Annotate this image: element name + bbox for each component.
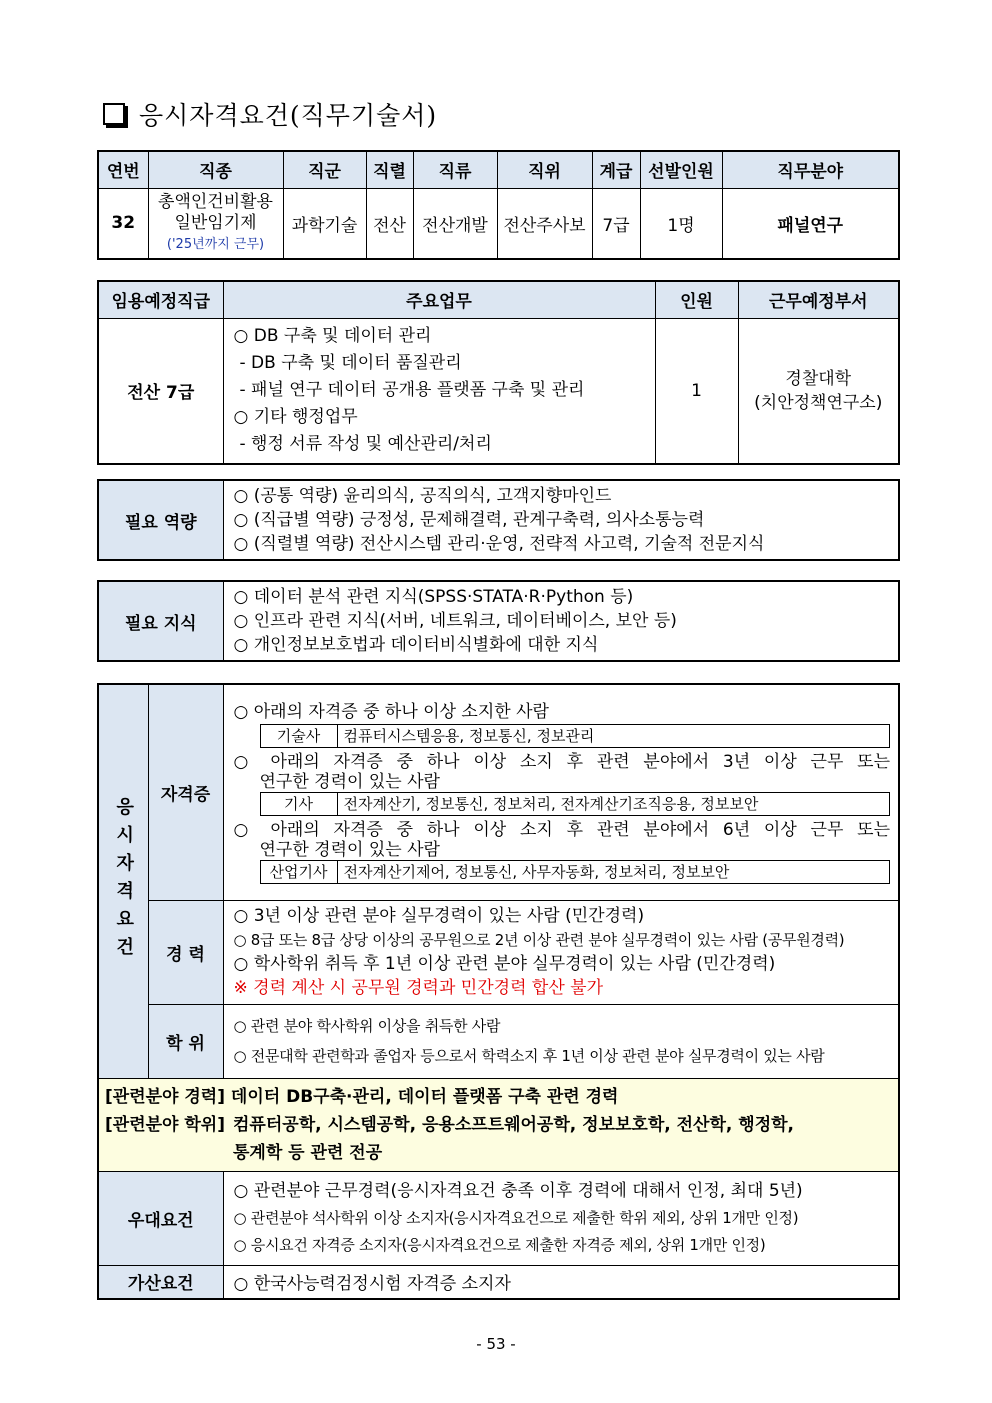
career-note: ※ 경력 계산 시 공무원 경력과 민간경력 합산 불가 [233, 978, 603, 998]
cert-sub-key: 산업기사 [261, 861, 338, 883]
side-text: 응시자격요건 [113, 797, 135, 966]
duty-item: - 행정 서류 작성 및 예산관리/처리 [239, 434, 492, 455]
jobtype-note: ('25년까지 근무) [166, 236, 265, 252]
career-item: ○ 학사학위 취득 후 1년 이상 관련 분야 실무경력이 있는 사람 (민간경력) [233, 954, 776, 974]
competency-table [97, 479, 900, 561]
preference-item: ○ 응시요건 자격증 소지자(응시자격요건으로 제출한 자격증 제외, 상위 1개만 인정) [233, 1235, 766, 1254]
related-career [105, 1083, 892, 1111]
cert-sub-key: 기사 [261, 793, 338, 815]
related-career-key: [관련분야 경력] [105, 1086, 225, 1107]
row-category: 전산개발 [413, 188, 497, 259]
cert-item-text: ○ 아래의 자격증 중 하나 이상 소지 후 관련 분야에서 3년 이상 근무 또는 [233, 752, 890, 773]
cert-sub-value: 전자계산기, 정보통신, 정보처리, 전자계산기조직응용, 정보보안 [343, 795, 759, 814]
duty-item: ○ DB 구축 및 데이터 관리 [233, 326, 432, 347]
cert-item [234, 752, 895, 773]
competency-item: ○ (공통 역량) 윤리의식, 공직의식, 고객지향마인드 [233, 486, 612, 506]
dept-line2: (치안정책연구소) [754, 392, 883, 413]
position-table [97, 150, 900, 260]
people-value: 1 [655, 318, 738, 464]
related-degree-line1: 컴퓨터공학, 시스템공학, 응용소프트웨어공학, 정보보호학, 전산학, 행정학, [233, 1114, 794, 1135]
jobtype-line2: 일반임기제 [174, 212, 257, 233]
cert-sub-value: 컴퓨터시스템응용, 정보통신, 정보관리 [343, 727, 595, 746]
duties-list [223, 318, 655, 464]
related-degree-value [233, 1111, 794, 1167]
career-item: ○ 3년 이상 관련 분야 실무경력이 있는 사람 (민간경력) [233, 906, 645, 926]
header-people: 인원 [655, 281, 738, 318]
preference-cell [223, 1171, 899, 1265]
related-field-cell [98, 1078, 899, 1171]
competency-item: ○ (직급별 역량) 긍정성, 문제해결력, 관계구축력, 의사소통능력 [233, 510, 705, 530]
knowledge-table [97, 580, 900, 662]
competency-label: 필요 역량 [98, 480, 223, 560]
duty-item: - 패널 연구 데이터 공개용 플랫폼 구축 및 관리 [239, 380, 585, 401]
dept-line1: 경찰대학 [785, 368, 852, 389]
career-cell [223, 900, 899, 1004]
cert-subtable [260, 860, 891, 884]
degree-cell [223, 1004, 899, 1078]
cert-item [234, 820, 895, 841]
jobtype-line1: 총액인건비활용 [158, 191, 273, 212]
checkbox-square-icon [103, 103, 125, 125]
page-title [103, 96, 437, 132]
row-jobtype [148, 188, 283, 259]
header-count: 선발인원 [640, 151, 722, 188]
header-dept: 근무예정부서 [738, 281, 899, 318]
degree-item: ○ 관련 분야 학사학위 이상을 취득한 사람 [233, 1017, 501, 1035]
header-rank: 임용예정직급 [98, 281, 223, 318]
row-no: 32 [98, 188, 148, 259]
cert-label: 자격증 [148, 684, 223, 900]
header-no: 연번 [98, 151, 148, 188]
cert-cell [223, 684, 899, 900]
dept-value [738, 318, 899, 464]
requirement-side-label [98, 684, 148, 1078]
header-duties: 주요업무 [223, 281, 655, 318]
career-item: ○ 8급 또는 8급 상당 이상의 공무원으로 2년 이상 관련 분야 실무경력이 있는 사람 (공무원경력) [233, 931, 845, 949]
cert-item-cont: 연구한 경력이 있는 사람 [259, 772, 440, 793]
header-jobtype: 직종 [148, 151, 283, 188]
related-degree-line2: 통계학 등 관련 전공 [233, 1142, 383, 1163]
preference-label: 우대요건 [98, 1171, 223, 1265]
duty-item: - DB 구축 및 데이터 품질관리 [239, 353, 462, 374]
cert-item-cont: 연구한 경력이 있는 사람 [259, 840, 440, 861]
duty-table [97, 280, 900, 465]
header-group: 직군 [283, 151, 366, 188]
knowledge-list [223, 581, 899, 661]
knowledge-item: ○ 개인정보보호법과 데이터비식별화에 대한 지식 [233, 635, 599, 655]
page-title-text: 응시자격요건(직무기술서) [139, 101, 438, 130]
row-field: 패널연구 [722, 188, 899, 259]
career-label: 경 력 [148, 900, 223, 1004]
page-number: - 53 - [476, 1335, 516, 1353]
header-category: 직류 [413, 151, 497, 188]
competency-item: ○ (직렬별 역량) 전산시스템 관리·운영, 전략적 사고력, 기술적 전문지식 [233, 534, 765, 554]
row-count: 1명 [640, 188, 722, 259]
related-career-value: 데이터 DB구축·관리, 데이터 플랫폼 구축 관련 경력 [230, 1086, 619, 1107]
knowledge-item: ○ 인프라 관련 지식(서버, 네트워크, 데이터베이스, 보안 등) [233, 611, 677, 631]
requirement-table [97, 683, 900, 1300]
row-series: 전산 [366, 188, 413, 259]
cert-subtable [260, 724, 891, 748]
knowledge-item: ○ 데이터 분석 관련 지식(SPSS·STATA·R·Python 등) [233, 587, 634, 607]
row-group: 과학기술 [283, 188, 366, 259]
cert-subtable [260, 792, 891, 816]
related-degree-key: [관련분야 학위] [105, 1114, 225, 1135]
bonus-label: 가산요건 [98, 1265, 223, 1299]
header-grade: 계급 [592, 151, 640, 188]
related-degree [105, 1111, 892, 1167]
header-field: 직무분야 [722, 151, 899, 188]
knowledge-label: 필요 지식 [98, 581, 223, 661]
rank-value: 전산 7급 [98, 318, 223, 464]
bonus-value: ○ 한국사능력검정시험 자격증 소지자 [223, 1265, 899, 1299]
row-grade: 7급 [592, 188, 640, 259]
degree-item: ○ 전문대학 관련학과 졸업자 등으로서 학력소지 후 1년 이상 관련 분야 실무경력이 있는 사람 [233, 1047, 825, 1065]
preference-item: ○ 관련분야 근무경력(응시자격요건 충족 이후 경력에 대해서 인정, 최대 5년) [233, 1180, 803, 1201]
cert-sub-key: 기술사 [261, 725, 338, 747]
header-series: 직렬 [366, 151, 413, 188]
row-position: 전산주사보 [497, 188, 592, 259]
duty-item: ○ 기타 행정업무 [233, 407, 358, 428]
competency-list [223, 480, 899, 560]
preference-item: ○ 관련분야 석사학위 이상 소지자(응시자격요건으로 제출한 학위 제외, 상위 1개만 인정) [233, 1208, 799, 1227]
cert-item-text: ○ 아래의 자격증 중 하나 이상 소지 후 관련 분야에서 6년 이상 근무 또는 [233, 820, 890, 841]
cert-sub-value: 전자계산기제어, 정보통신, 사무자동화, 정보처리, 정보보안 [343, 863, 730, 882]
header-position: 직위 [497, 151, 592, 188]
cert-item: ○ 아래의 자격증 중 하나 이상 소지한 사람 [233, 702, 549, 723]
degree-label: 학 위 [148, 1004, 223, 1078]
